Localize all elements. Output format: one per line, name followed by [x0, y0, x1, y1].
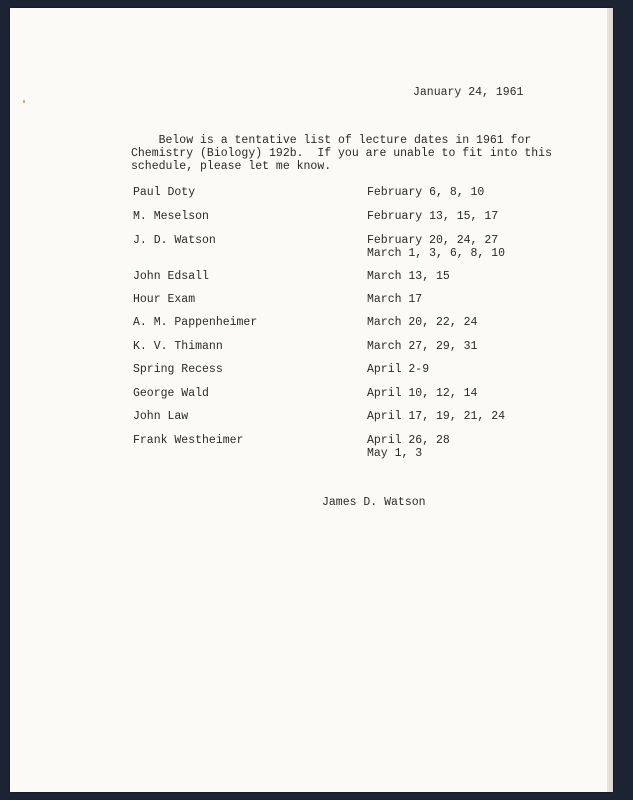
lecture-dates: March 13, 15 [367, 270, 450, 283]
lecturer-name: K. V. Thimann [133, 340, 223, 353]
letter-date: January 24, 1961 [413, 86, 524, 99]
lecture-dates: March 20, 22, 24 [367, 316, 478, 329]
lecturer-name: Paul Doty [133, 186, 196, 199]
lecturer-name: J. D. Watson [133, 234, 216, 247]
lecture-dates: April 26, 28 May 1, 3 [367, 434, 450, 460]
lecturer-name: John Edsall [133, 270, 209, 283]
lecture-dates: February 20, 24, 27 March 1, 3, 6, 8, 10 [367, 234, 506, 260]
lecture-dates: February 6, 8, 10 [367, 186, 485, 199]
letter-page [10, 8, 613, 792]
paper-mark [23, 100, 25, 103]
lecture-dates: March 17 [367, 293, 423, 306]
signature: James D. Watson [322, 496, 426, 509]
intro-paragraph: Below is a tentative list of lecture dates in 1961 for Chemistry (Biology) 192b. If you are unable to fit into this schedule, please let me know. [131, 134, 552, 173]
lecture-dates: April 17, 19, 21, 24 [367, 410, 506, 423]
lecturer-name: John Law [133, 410, 189, 423]
lecturer-name: Hour Exam [133, 293, 196, 306]
lecturer-name: Spring Recess [133, 363, 223, 376]
lecture-dates: February 13, 15, 17 [367, 210, 499, 223]
lecturer-name: Frank Westheimer [133, 434, 244, 447]
lecturer-name: M. Meselson [133, 210, 209, 223]
lecturer-name: George Wald [133, 387, 209, 400]
lecture-dates: March 27, 29, 31 [367, 340, 478, 353]
lecture-dates: April 2-9 [367, 363, 430, 376]
page-edge [607, 8, 613, 792]
lecture-dates: April 10, 12, 14 [367, 387, 478, 400]
lecturer-name: A. M. Pappenheimer [133, 316, 258, 329]
